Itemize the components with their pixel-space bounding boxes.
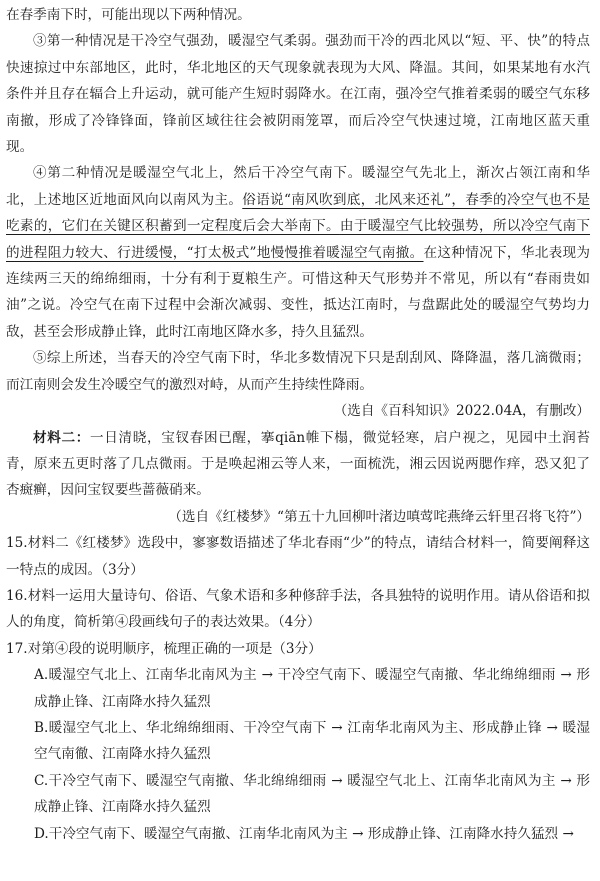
underlined-sentence-1: 俗语说“南风吹到底，北风来还礼”，春季的冷空气也不是吃素的，它们在关键区积蓄到一定程度后会大举南下。	[6, 191, 591, 235]
underlined-sentence-2: 由于暖湿空气比较强势，所以冷空气南下的进程阻力较大、行进缓慢，“打太极式”地慢慢推着暖湿空气南撤。	[6, 218, 591, 261]
option-d: D.干冷空气南下、暖湿空气南撤、江南华北南风为主 → 形成静止锋、江南降水持久猛烈 →	[34, 825, 574, 842]
source-material-1: （选自《百科知识》2022.04A，有删改）	[333, 403, 590, 420]
option-a: A.暖湿空气北上、江南华北南风为主 → 干冷空气南下、暖湿空气南撤、华北绵绵细雨 → 形成静止锋、江南降水持久猛烈	[34, 667, 590, 710]
intro-line: 在春季南下时，可能出现以下两种情况。	[6, 7, 251, 23]
option-c: C.干冷空气南下、暖湿空气南撤、华北绵绵细雨 → 暖湿空气北上、江南华北南风为主 → 形成静止锋、江南降水持久猛烈	[34, 772, 590, 816]
paragraph-4-start: ④第二种情况是暖湿空气北上，然后干冷空气南下。暖湿空气先北上，渐次占领江南和华北，上述地区近地面风向以南风为主。	[6, 165, 590, 208]
material-2	[6, 425, 590, 504]
question-17: 17.对第④段的说明顺序，梳理正确的一项是（3分）	[6, 640, 322, 657]
source-material-2: （选自《红楼梦》“第五十九回柳叶渚边嗔莺咤燕绛云轩里召将飞符”）	[168, 508, 590, 525]
question-15: 15.材料二《红楼梦》选段中，寥寥数语描述了华北春雨“少”的特点，请结合材料一，简要阐释这一特点的成因。（3分）	[6, 535, 590, 578]
material-2-label: 材料二：	[33, 429, 90, 446]
question-16: 16.材料一运用大量诗句、俗语、气象术语和多种修辞手法，各具独特的说明作用。请从俗语和拟人的角度，简析第④段画线句子的表达效果。（4分）	[6, 587, 590, 631]
paragraph-5: ⑤综上所述，当春天的冷空气南下时，华北多数情况下只是刮刮风、降降温，落几滴微雨；而江南则会发生冷暖空气的激烈对峙，从而产生持续性降雨。	[6, 350, 590, 393]
paragraph-4	[6, 160, 590, 345]
paragraph-4-end: 在这种情况下，华北表现为连续两三天的绵绵细雨，十分有利于夏粮生产。可惜这种天气形势并不常见，所以有“春雨贵如油”之说。冷空气在南下过程中会渐次减弱、变性，抵达江南时，与盘踞此处的暖湿空气势均力敌，甚至会形成静止锋，此时江南地区降水多，持久且猛烈。	[6, 244, 590, 340]
paragraph-3: ③第一种情况是干冷空气强劲，暖湿空气柔弱。强劲而干冷的西北风以“短、平、快”的特点快速掠过中东部地区，此时，华北地区的天气现象就表现为大风、降温。其间，如果某地有水汽条件并且存在辐合上升运动，就可能产生短时弱降水。在江南，强冷空气推着柔弱的暖空气东移南撤，形成了冷锋锋面，锋前区域往往会被阴雨笼罩，而后冷空气快速过境，江南地区蓝天重现。	[6, 33, 590, 156]
material-2-text: 一日清晓，宝钗春困已醒，搴qiān帷下榻，微觉轻寒，启户视之，见园中土润苔青，原来五更时落了几点微雨。于是唤起湘云等人来，一面梳洗，湘云因说两腮作痒，恐又犯了杏癍癣，因问宝钗要些蔷薇硝来。	[6, 429, 590, 499]
option-b: B.暖湿空气北上、华北绵绵细雨、干冷空气南下 → 江南华北南风为主、形成静止锋 → 暖湿空气南徹、江南降水持久猛烈	[34, 719, 590, 763]
